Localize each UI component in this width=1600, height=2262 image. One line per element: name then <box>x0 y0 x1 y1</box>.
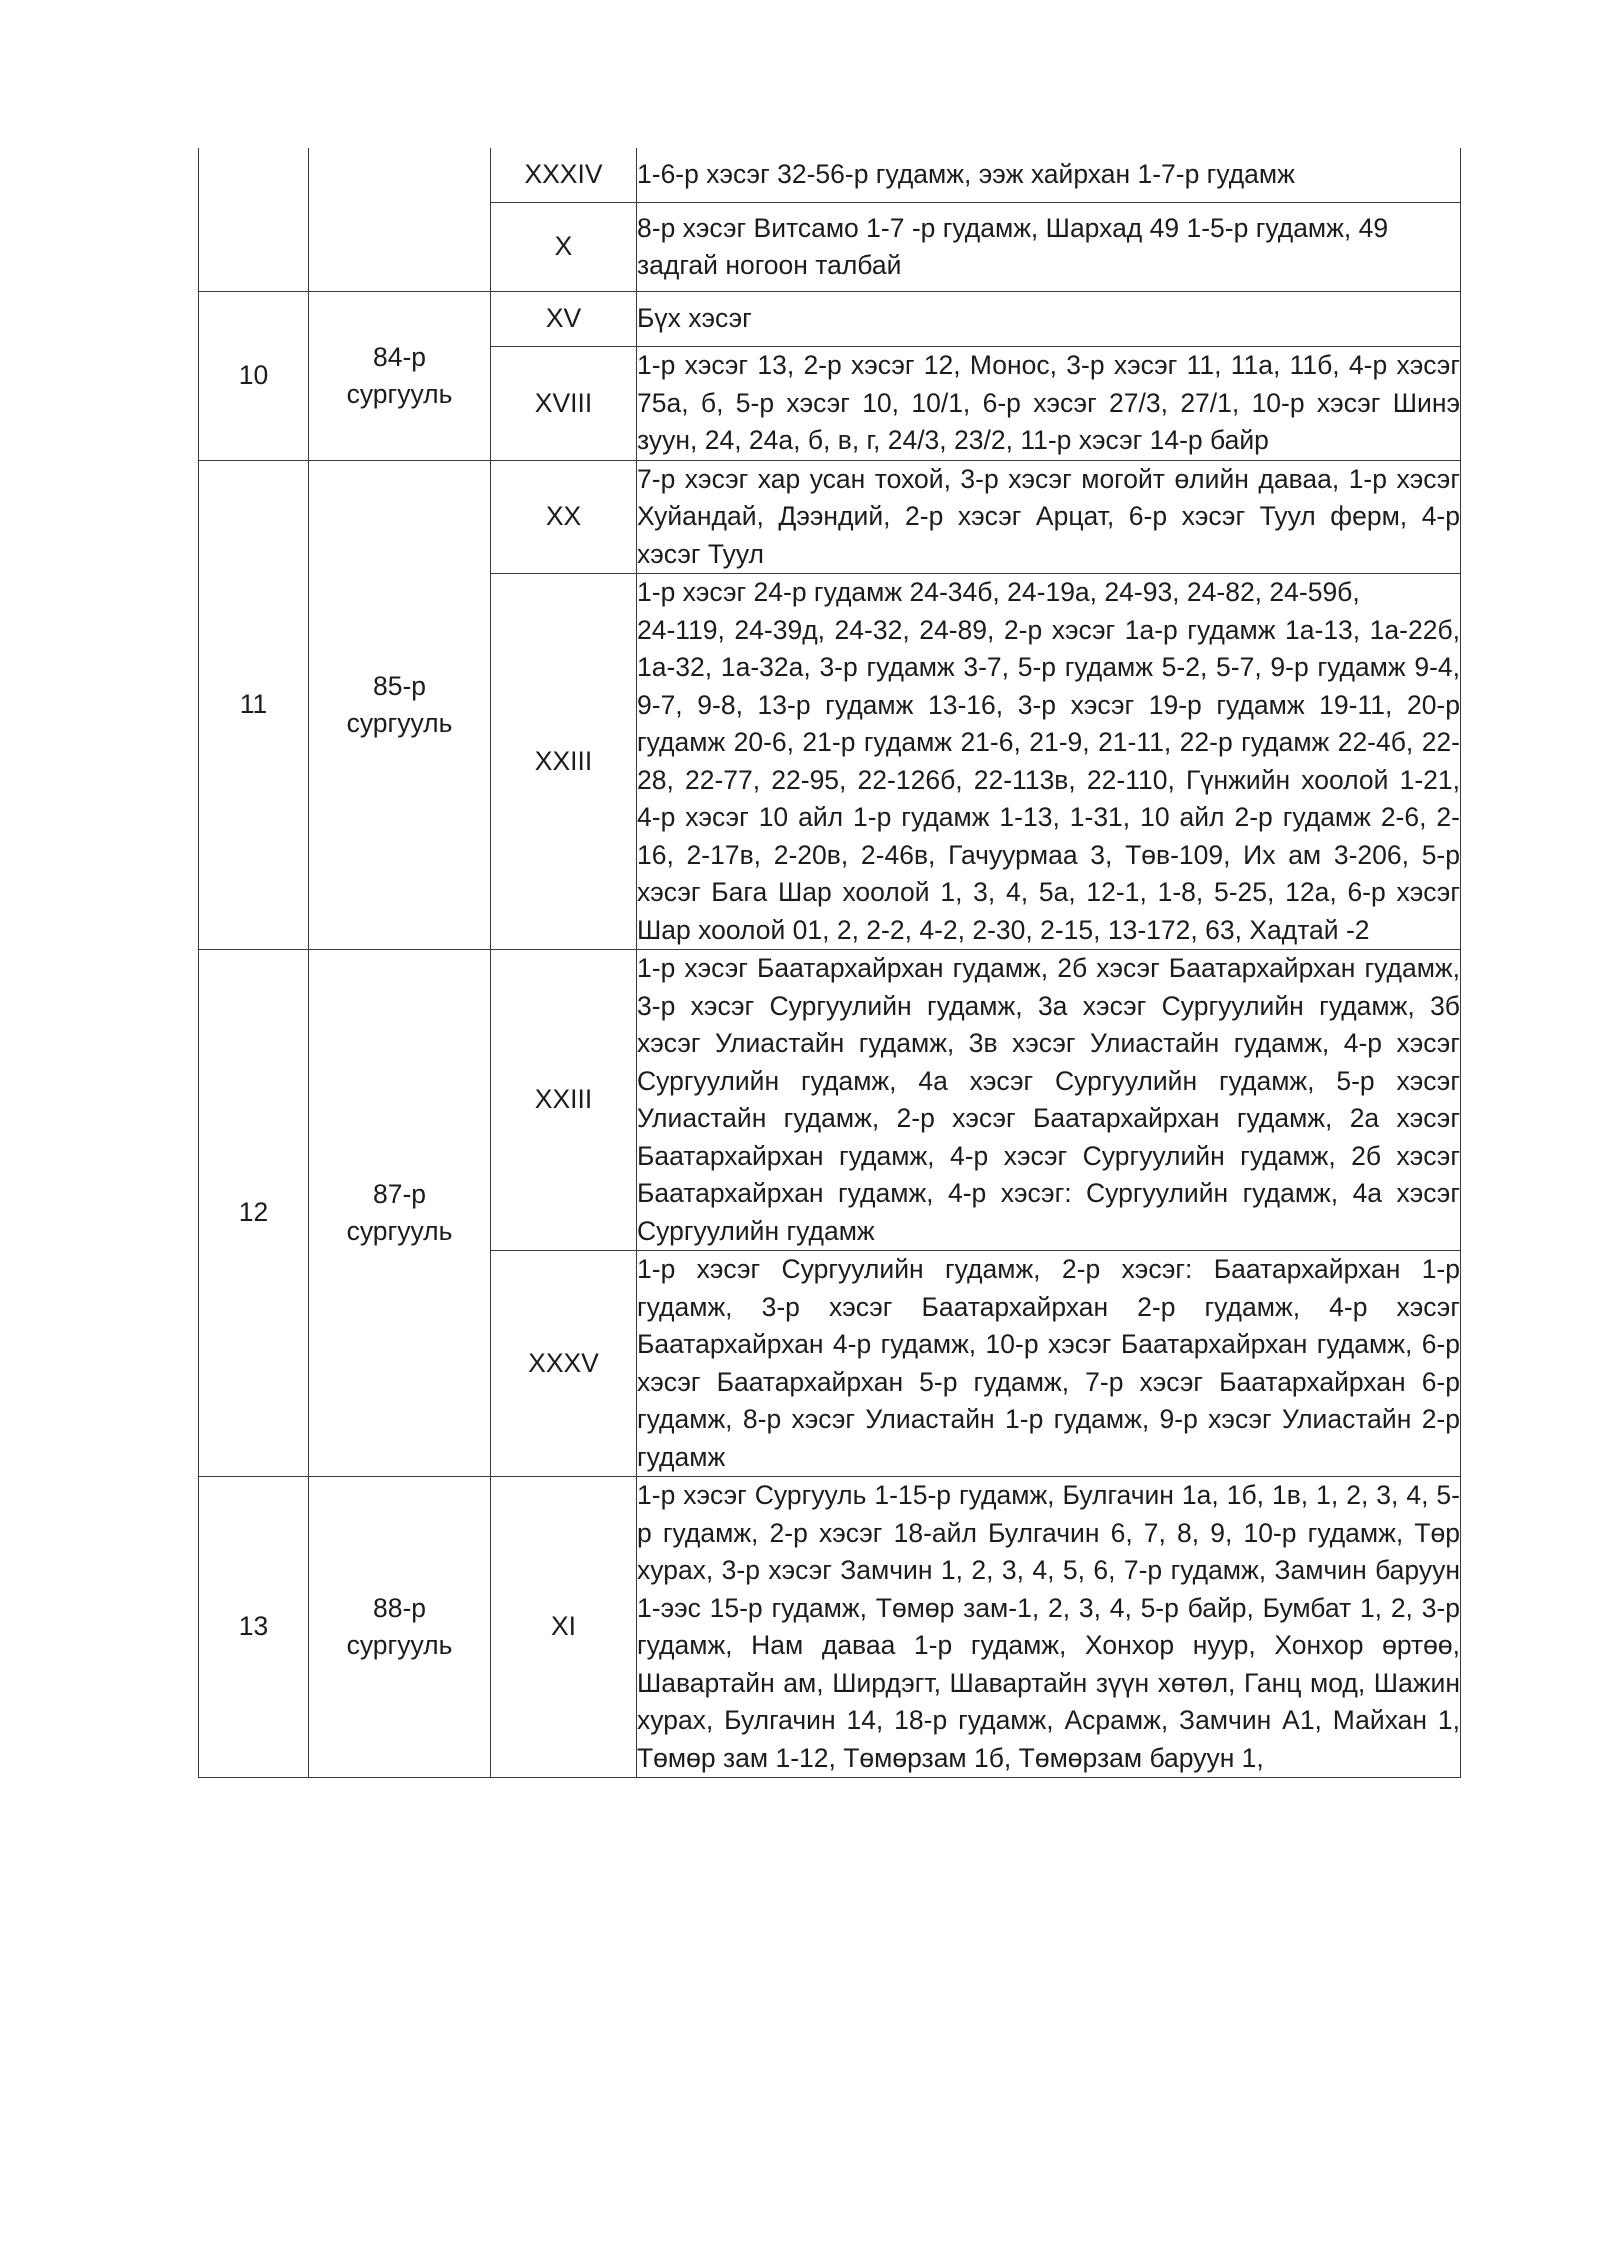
school-name-line1: 85-р <box>372 670 427 701</box>
school-name-line1: 87-р <box>372 1179 427 1209</box>
khoroo-code-cell: XV <box>491 292 637 347</box>
row-number-cell: 13 <box>199 1477 309 1778</box>
address-cell: 7-р хэсэг хар усан тохой, 3-р хэсэг могойт өлийн даваа, 1-р хэсэг Хуйандай, Дээндий, 2-р хэсэг Арцат, 6-р хэсэг Туул ферм, 4-р хэсэг Туул <box>637 460 1461 574</box>
row-number-cell: 11 <box>199 460 309 950</box>
khoroo-code-cell: XXIII <box>491 574 637 950</box>
school-name-line2: сургууль <box>346 1630 453 1660</box>
address-cell: 1-6-р хэсэг 32-56-р гудамж, ээж хайрхан 1-7-р гудамж <box>637 148 1461 203</box>
row-number-cell: 12 <box>199 950 309 1477</box>
table-row <box>199 1477 1461 1778</box>
table-row <box>199 460 1461 574</box>
school-district-table <box>198 148 1461 1778</box>
khoroo-code-cell: XXXIV <box>491 148 637 203</box>
school-cell <box>309 950 491 1477</box>
school-name-line2: сургууль <box>346 378 453 409</box>
table-row <box>199 148 1461 203</box>
khoroo-code-cell: XXIII <box>491 950 637 1251</box>
address-cell: 1-р хэсэг Сургуулийн гудамж, 2-р хэсэг: Баатархайрхан 1-р гудамж, 3-р хэсэг Баатархайрхан 2-р гудамж, 4-р хэсэг Баатархайрхан 4-р гудамж, 10-р хэсэг Баатархайрхан гудамж, 6-р хэсэг Баатархайрхан 5-р гудамж, 7-р хэсэг Баатархайрхан 6-р гудамж, 8-р хэсэг Улиастайн 1-р гудамж, 9-р хэсэг Улиастайн 2-р гудамж <box>637 1251 1461 1477</box>
address-cell: Бүх хэсэг <box>637 292 1461 347</box>
school-cell <box>309 148 491 292</box>
address-cell: 8-р хэсэг Витсамо 1-7 -р гудамж, Шархад 49 1-5-р гудамж, 49 задгай ногоон талбай <box>637 203 1461 292</box>
khoroo-code-cell: X <box>491 203 637 292</box>
address-cell: 1-р хэсэг 13, 2-р хэсэг 12, Монос, 3-р хэсэг 11, 11а, 11б, 4-р хэсэг 75а, б, 5-р хэсэг 10, 10/1, 6-р хэсэг 27/3, 27/1, 10-р хэсэг Шинэ зуун, 24, 24а, б, в, г, 24/3, 23/2, 11-р хэсэг 14-р байр <box>637 347 1461 461</box>
khoroo-code-cell: XXXV <box>491 1251 637 1477</box>
school-cell <box>309 292 491 461</box>
school-name-line2: сургууль <box>346 707 453 738</box>
address-cell <box>637 574 1461 950</box>
table-row <box>199 292 1461 347</box>
khoroo-code-cell: XVIII <box>491 347 637 461</box>
school-cell <box>309 460 491 950</box>
address-cell: 1-р хэсэг Сургууль 1-15-р гудамж, Булгачин 1а, 1б, 1в, 1, 2, 3, 4, 5-р гудамж, 2-р хэсэг 18-айл Булгачин 6, 7, 8, 9, 10-р гудамж, Төр хурах, 3-р хэсэг Замчин 1, 2, 3, 4, 5, 6, 7-р гудамж, Замчин баруун 1-ээс 15-р гудамж, Төмөр зам-1, 2, 3, 4, 5-р байр, Бумбат 1, 2, 3-р гудамж, Нам даваа 1-р гудамж, Хонхор нуур, Хонхор өртөө, Шавартайн ам, Ширдэгт, Шавартайн зүүн хөтөл, Ганц мод, Шажин хурах, Булгачин 14, 18-р гудамж, Асрамж, Замчин А1, Майхан 1, Төмөр зам 1-12, Төмөрзам 1б, Төмөрзам баруун 1, <box>637 1477 1461 1778</box>
row-number-cell: 10 <box>199 292 309 461</box>
address-line: 1-р хэсэг 24-р гудамж 24-34б, 24-19а, 24-93, 24-82, 24-59б, <box>637 577 1360 607</box>
school-name-line1: 84-р <box>372 341 427 372</box>
table-row <box>199 950 1461 1251</box>
khoroo-code-cell: XX <box>491 460 637 574</box>
school-cell <box>309 1477 491 1778</box>
address-line: 24-119, 24-39д, 24-32, 24-89, 2-р хэсэг 1а-р гудамж 1а-13, 1а-22б, 1а-32, 1а-32а, 3-р гудамж 3-7, 5-р гудамж 5-2, 5-7, 9-р гудамж 9-4, 9-7, 9-8, 13-р гудамж 13-16, 3-р хэсэг 19-р гудамж 19-11, 20-р гудамж 20-6, 21-р гудамж 21-6, 21-9, 21-11, 22-р гудамж 22-4б, 22-28, 22-77, 22-95, 22-126б, 22-113в, 22-110, Гүнжийн хоолой 1-21, 4-р хэсэг 10 айл 1-р гудамж 1-13, 1-31, 10 айл 2-р гудамж 2-6, 2-16, 2-17в, 2-20в, 2-46в, Гачуурмаа 3, Төв-109, Их ам 3-206, 5-р хэсэг Бага Шар хоолой 1, 3, 4, 5а, 12-1, 1-8, 5-25, 12а, 6-р хэсэг Шар хоолой 01, 2, 2-2, 4-2, 2-30, 2-15, 13-172, 63, Хадтай -2 <box>637 614 1460 945</box>
school-name-line1: 88-р <box>372 1593 427 1623</box>
address-cell: 1-р хэсэг Баатархайрхан гудамж, 2б хэсэг Баатархайрхан гудамж, 3-р хэсэг Сургуулийн гудамж, 3а хэсэг Сургуулийн гудамж, 3б хэсэг Улиастайн гудамж, 3в хэсэг Улиастайн гудамж, 4-р хэсэг Сургуулийн гудамж, 4а хэсэг Сургуулийн гудамж, 5-р хэсэг Улиастайн гудамж, 2-р хэсэг Баатархайрхан гудамж, 2а хэсэг Баатархайрхан гудамж, 4-р хэсэг Сургуулийн гудамж, 2б хэсэг Баатархайрхан гудамж, 4-р хэсэг: Сургуулийн гудамж, 4а хэсэг Сургуулийн гудамж <box>637 950 1461 1251</box>
row-number-cell <box>199 148 309 292</box>
school-name-line2: сургууль <box>346 1216 453 1246</box>
khoroo-code-cell: XI <box>491 1477 637 1778</box>
